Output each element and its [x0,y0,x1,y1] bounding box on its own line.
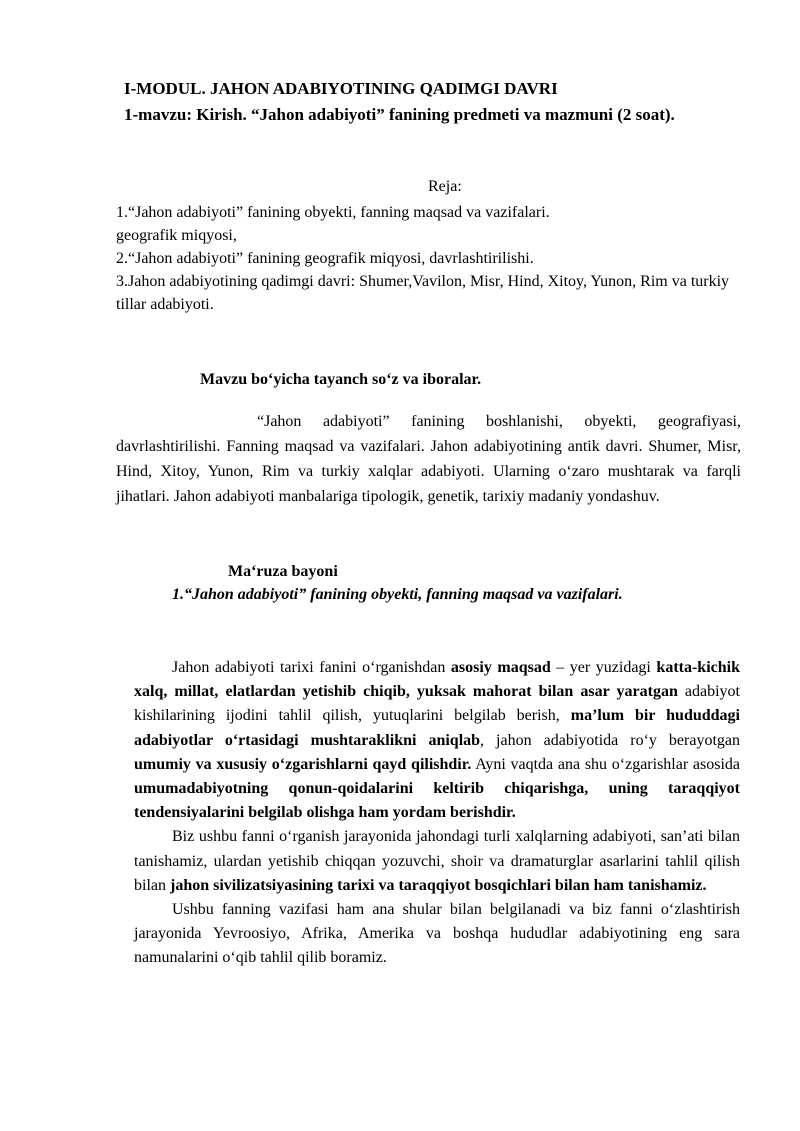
section-heading: 1.“Jahon adabiyoti” fanining obyekti, fanning maqsad va vazifalari. [172,586,623,603]
lecture-paragraph-1 [134,656,740,825]
keywords-heading: Mavzu bo‘yicha tayanch so‘z va iboralar. [200,371,482,388]
plan-label: Reja: [428,178,462,195]
bold-span: umumadabiyotning qonun-qoidalarini keltirib chiqarishga, uning taraqqiyot tendensiyalarini belgilab olishga ham yordam berishdir. [134,780,740,822]
plan-item: 3.Jahon adabiyotining qadimgi davri: Shumer,Vavilon, Misr, Hind, Xitoy, Yunon, Rim va turkiy tillar adabiyoti. [116,273,730,313]
text-span: adabiyot kishilarining ijodini tahlil qilish, yutuqlarini belgilab berish, [134,683,741,725]
topic-title: 1-mavzu: Kirish. “Jahon adabiyoti” fanining predmeti va mazmuni (2 soat). [124,105,675,124]
plan-list [116,201,746,316]
bold-span: katta-kichik xalq, millat, elatlardan yetishib chiqib, yuksak mahorat bilan asar yaratgan [134,659,740,701]
bold-span: umumiy va xususiy o‘zgarishlarni qayd qilishdir. [134,755,472,773]
text-span: Jahon adabiyoti tarixi fanini o‘rganishdan [172,659,451,676]
text-span: – yer yuzidagi [550,659,657,676]
module-title: I-MODUL. JAHON ADABIYOTINING QADIMGI DAVRI [124,79,558,98]
lecture-heading: Ma‘ruza bayoni [228,563,338,580]
plan-item: 1.“Jahon adabiyoti” fanining obyekti, fanning maqsad va vazifalari. [116,204,550,221]
text-span: , jahon adabiyotida ro‘y berayotgan [480,731,741,749]
lecture-paragraph-2 [134,825,740,898]
plan-item: geografik miqyosi, [116,227,237,244]
text-span: Ayni vaqtda ana shu o‘zgarishlar asosida [471,755,741,773]
plan-item: 2.“Jahon adabiyoti” fanining geografik miqyosi, davrlashtirilishi. [116,250,534,267]
text-span: Biz ushbu fanni o‘rganish jarayonida jahondagi turli xalqlarning adabiyoti, san’ati bilan tanishamiz, ulardan yetishib chiqqan yozuvchi, shoir va dramaturglar asarlarini tahlil qilish bilan [134,828,740,894]
lecture-paragraph-3: Ushbu fanning vazifasi ham ana shular bilan belgilanadi va biz fanni o‘zlashtirish jarayonida Yevroosiyo, Afrika, Amerika va boshqa hududlar adabiyotining eng sara namunalarini o‘qib tahlil qilib boramiz. [134,901,740,967]
bold-span: ma’lum bir hududdagi adabiyotlar o‘rtasidagi mushtaraklikni aniqlab [134,707,740,749]
bold-span: asosiy maqsad [450,659,551,676]
keywords-text: “Jahon adabiyoti” fanining boshlanishi, obyekti, geografiyasi, davrlashtirilishi. Fanning maqsad va vazifalari. Jahon adabiyotining antik davri. Shumer, Misr, Hind, Xitoy, Yunon, Rim va turkiy xalqlar adabiyoti. Ularning o‘zaro mushtarak va farqli jihatlari. Jahon adabiyoti manbalariga tipologik, genetik, tarixiy madaniy yondashuv. [116,413,741,505]
lecture-body [134,656,740,971]
bold-span: jahon sivilizatsiyasining tarixi va taraqqiyot bosqichlari bilan ham tanishamiz. [170,876,707,894]
